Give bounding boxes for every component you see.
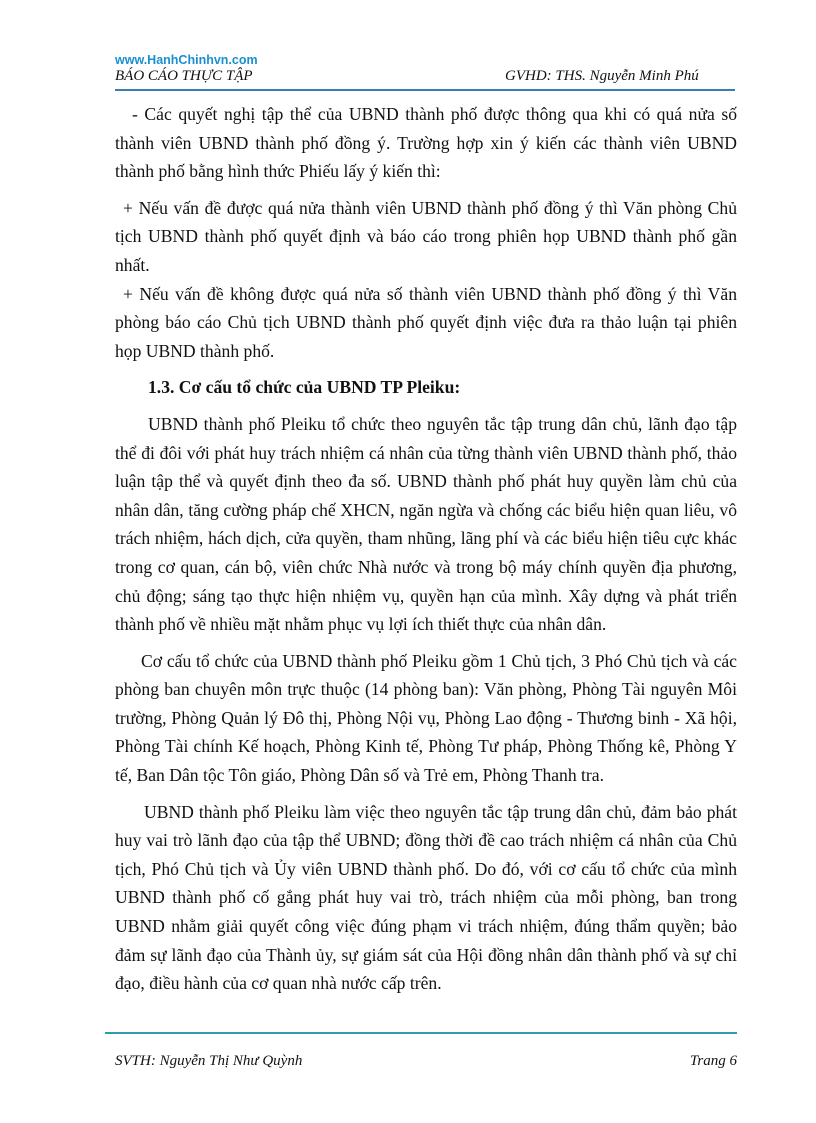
paragraph-majority-not-agree: + Nếu vấn đề không được quá nửa số thành viên UBND thành phố đồng ý thì Văn phòng báo cáo Chủ tịch UBND thành phố quyết định việc đưa ra thảo luận tại phiên họp UBND thành phố. [115,283,737,361]
paragraph-organization-principle: UBND thành phố Pleiku tổ chức theo nguyên tắc tập trung dân chủ, lãnh đạo tập thể đi đôi với phát huy trách nhiệm cá nhân của từng thành viên UBND thành phố, thảo luận tập thể và quyết định theo đa số. UBND thành phố phát huy quyền làm chủ của nhân dân, tăng cường pháp chế XHCN, ngăn ngừa và chống các biểu hiện quan liêu, vô trách nhiệm, hách dịch, cửa quyền, tham nhũng, lãng phí và các biểu hiện tiêu cực khác trong cơ quan, cán bộ, viên chức Nhà nước và trong bộ máy chính quyền địa phương, chủ động; sáng tạo thực hiện nhiệm vụ, quyền hạn của mình. Xây dựng và phát triển thành phố về nhiều mặt nhằm phục vụ lợi ích thiết thực của nhân dân. [115,413,737,635]
paragraph-organization-structure: Cơ cấu tổ chức của UBND thành phố Pleiku gồm 1 Chủ tịch, 3 Phó Chủ tịch và các phòng ban chuyên môn trực thuộc (14 phòng ban): Văn phòng, Phòng Tài nguyên Môi trường, Phòng Quản lý Đô thị, Phòng Nội vụ, Phòng Lao động - Thương binh - Xã hội, Phòng Tài chính Kế hoạch, Phòng Kinh tế, Phòng Tư pháp, Phòng Thống kê, Phòng Y tế, Ban Dân tộc Tôn giáo, Phòng Dân số và Trẻ em, Phòng Thanh tra. [115,650,737,786]
header-divider [115,89,735,91]
section-heading: 1.3. Cơ cấu tổ chức của UBND TP Pleiku: [148,377,461,398]
header-report-title: BÁO CÁO THỰC TẬP [115,68,253,84]
paragraph-majority-agree: + Nếu vấn đề được quá nửa thành viên UBND thành phố đồng ý thì Văn phòng Chủ tịch UBND thành phố quyết định và báo cáo trong phiên họp UBND thành phố gần nhất. [115,197,737,275]
paragraph-working-principle: UBND thành phố Pleiku làm việc theo nguyên tắc tập trung dân chủ, đảm bảo phát huy vai trò lãnh đạo của tập thể UBND; đồng thời đề cao trách nhiệm cá nhân của Chủ tịch, Phó Chủ tịch và Ủy viên UBND thành phố. Do đó, với cơ cấu tổ chức của mình UBND thành phố cố gắng phát huy vai trò, trách nhiệm của mỗi phòng, ban trong UBND nhằm giải quyết công việc đúng phạm vi trách nhiệm, đúng thẩm quyền; bảo đảm sự lãnh đạo của Thành ủy, sự giám sát của Hội đồng nhân dân thành phố và sự chỉ đạo, điều hành của cơ quan nhà nước cấp trên. [115,801,737,994]
footer-page-number: Trang 6 [689,1053,737,1069]
footer-divider [105,1032,737,1034]
footer-student-name: SVTH: Nguyễn Thị Như Quỳnh [115,1053,303,1069]
header-supervisor: GVHD: THS. Nguyễn Minh Phú [505,68,699,84]
document-body [115,100,737,998]
paragraph-resolution-rule: - Các quyết nghị tập thể của UBND thành phố được thông qua khi có quá nửa số thành viên UBND thành phố đồng ý. Trường hợp xin ý kiến các thành viên UBND thành phố bằng hình thức Phiếu lấy ý kiến thì: [115,104,737,182]
website-watermark: www.HanhChinhvn.com [115,53,258,67]
